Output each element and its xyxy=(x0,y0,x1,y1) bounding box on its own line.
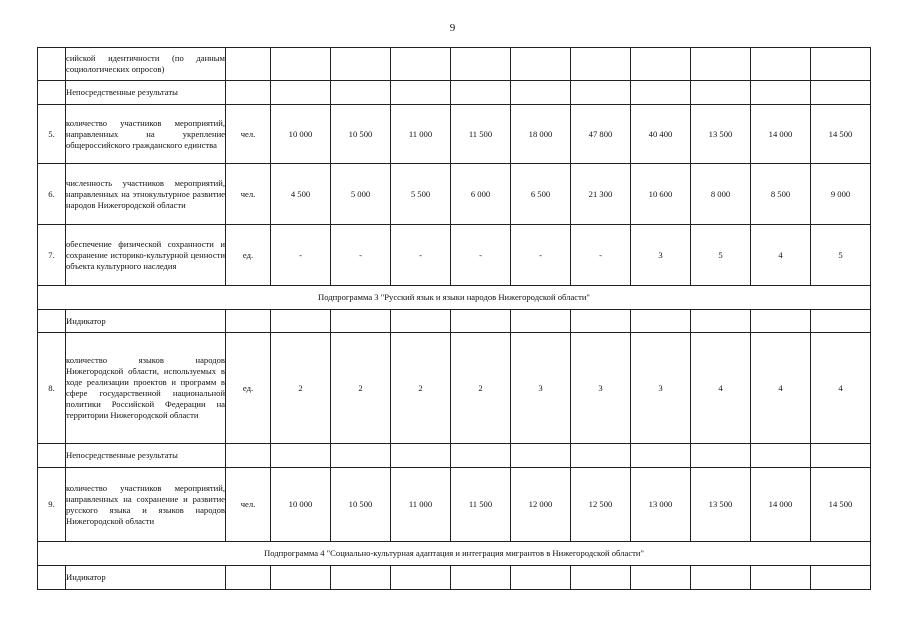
value-cell xyxy=(691,310,751,333)
page-number: 9 xyxy=(449,22,456,34)
value-cell xyxy=(571,48,631,81)
value-cell: 9 000 xyxy=(811,164,871,225)
value-cell xyxy=(751,81,811,105)
table-row xyxy=(38,468,871,542)
value-cell: 10 000 xyxy=(271,468,331,542)
unit-cell: ед. xyxy=(226,225,271,286)
value-cell: 10 500 xyxy=(331,468,391,542)
value-cell xyxy=(751,310,811,333)
row-number: 7. xyxy=(38,225,66,286)
value-cell: 40 400 xyxy=(631,105,691,164)
value-cell: - xyxy=(391,225,451,286)
value-cell: 13 500 xyxy=(691,468,751,542)
value-cell: 21 300 xyxy=(571,164,631,225)
value-cell: 18 000 xyxy=(511,105,571,164)
value-cell: - xyxy=(331,225,391,286)
row-number xyxy=(38,48,66,81)
table-row xyxy=(38,81,871,105)
value-cell xyxy=(571,444,631,468)
table-row xyxy=(38,333,871,444)
value-cell: 5 xyxy=(691,225,751,286)
value-cell: 4 xyxy=(811,333,871,444)
subprogram-row xyxy=(38,286,871,310)
value-cell: 14 000 xyxy=(751,468,811,542)
value-cell: 14 500 xyxy=(811,105,871,164)
value-cell xyxy=(271,444,331,468)
table-row xyxy=(38,225,871,286)
value-cell: 2 xyxy=(331,333,391,444)
value-cell: 12 500 xyxy=(571,468,631,542)
value-cell xyxy=(631,48,691,81)
value-cell xyxy=(451,310,511,333)
value-cell xyxy=(751,566,811,590)
value-cell: 6 500 xyxy=(511,164,571,225)
row-number: 8. xyxy=(38,333,66,444)
indicator-description: обеспечение физической сохранности и сохранение историко-культурной ценности объекта культурного наследия xyxy=(66,225,226,286)
value-cell: 6 000 xyxy=(451,164,511,225)
value-cell: 4 xyxy=(751,225,811,286)
subprogram-title: Подпрограмма 3 "Русский язык и языки народов Нижегородской области" xyxy=(38,286,871,310)
subprogram-title: Подпрограмма 4 "Социально-культурная адаптация и интеграция мигрантов в Нижегородской области" xyxy=(38,542,871,566)
table-row xyxy=(38,444,871,468)
value-cell: 5 xyxy=(811,225,871,286)
unit-cell xyxy=(226,81,271,105)
value-cell xyxy=(391,310,451,333)
value-cell: - xyxy=(571,225,631,286)
row-number xyxy=(38,81,66,105)
value-cell: 5 000 xyxy=(331,164,391,225)
value-cell xyxy=(571,310,631,333)
unit-cell xyxy=(226,444,271,468)
value-cell xyxy=(391,566,451,590)
value-cell xyxy=(271,310,331,333)
table-row xyxy=(38,48,871,81)
value-cell: 2 xyxy=(271,333,331,444)
value-cell xyxy=(751,444,811,468)
value-cell: 4 xyxy=(751,333,811,444)
value-cell xyxy=(391,81,451,105)
value-cell: 3 xyxy=(631,333,691,444)
value-cell: 2 xyxy=(391,333,451,444)
value-cell: 10 000 xyxy=(271,105,331,164)
value-cell xyxy=(511,444,571,468)
value-cell xyxy=(751,48,811,81)
value-cell xyxy=(271,81,331,105)
value-cell: 11 500 xyxy=(451,105,511,164)
value-cell xyxy=(691,48,751,81)
value-cell xyxy=(811,444,871,468)
value-cell xyxy=(331,310,391,333)
value-cell xyxy=(331,81,391,105)
unit-cell: ед. xyxy=(226,333,271,444)
indicator-description: Индикатор xyxy=(66,566,226,590)
value-cell: 4 xyxy=(691,333,751,444)
row-number: 5. xyxy=(38,105,66,164)
indicator-description: Непосредственные результаты xyxy=(66,81,226,105)
value-cell: 13 000 xyxy=(631,468,691,542)
value-cell xyxy=(571,81,631,105)
value-cell xyxy=(331,48,391,81)
value-cell xyxy=(451,566,511,590)
value-cell xyxy=(811,48,871,81)
indicator-description: Непосредственные результаты xyxy=(66,444,226,468)
value-cell xyxy=(631,444,691,468)
value-cell: 2 xyxy=(451,333,511,444)
indicator-description: количество участников мероприятий, направленных на укрепление общероссийского гражданского единства xyxy=(66,105,226,164)
value-cell xyxy=(331,566,391,590)
value-cell xyxy=(391,48,451,81)
table-row xyxy=(38,105,871,164)
unit-cell: чел. xyxy=(226,468,271,542)
indicators-table xyxy=(37,47,871,590)
value-cell: 47 800 xyxy=(571,105,631,164)
value-cell xyxy=(631,81,691,105)
value-cell: 3 xyxy=(571,333,631,444)
value-cell: 3 xyxy=(511,333,571,444)
value-cell: 10 600 xyxy=(631,164,691,225)
indicator-description: сийской идентичности (по данным социологических опросов) xyxy=(66,48,226,81)
value-cell: - xyxy=(511,225,571,286)
value-cell xyxy=(511,310,571,333)
value-cell xyxy=(271,566,331,590)
indicator-description: количество участников мероприятий, направленных на сохранение и развитие русского языка и языков народов Нижегородской области xyxy=(66,468,226,542)
value-cell: 13 500 xyxy=(691,105,751,164)
value-cell xyxy=(631,310,691,333)
value-cell xyxy=(511,81,571,105)
value-cell xyxy=(691,444,751,468)
indicator-description: количество языков народов Нижегородской области, используемых в ходе реализации проектов и программ в сфере государственной национальной политики Российской Федерации на территории Нижегородской области xyxy=(66,333,226,444)
value-cell xyxy=(331,444,391,468)
value-cell xyxy=(571,566,631,590)
value-cell: 8 000 xyxy=(691,164,751,225)
unit-cell: чел. xyxy=(226,105,271,164)
row-number xyxy=(38,310,66,333)
value-cell xyxy=(691,566,751,590)
unit-cell xyxy=(226,566,271,590)
row-number xyxy=(38,444,66,468)
table-row xyxy=(38,164,871,225)
value-cell: 5 500 xyxy=(391,164,451,225)
value-cell xyxy=(811,310,871,333)
value-cell xyxy=(811,566,871,590)
value-cell: 10 500 xyxy=(331,105,391,164)
value-cell: 8 500 xyxy=(751,164,811,225)
subprogram-row xyxy=(38,542,871,566)
unit-cell xyxy=(226,48,271,81)
row-number: 9. xyxy=(38,468,66,542)
value-cell: 4 500 xyxy=(271,164,331,225)
value-cell xyxy=(511,48,571,81)
value-cell: - xyxy=(451,225,511,286)
value-cell xyxy=(391,444,451,468)
value-cell xyxy=(451,444,511,468)
table-row xyxy=(38,310,871,333)
unit-cell: чел. xyxy=(226,164,271,225)
table-row xyxy=(38,566,871,590)
value-cell xyxy=(451,48,511,81)
value-cell: 14 000 xyxy=(751,105,811,164)
value-cell xyxy=(631,566,691,590)
value-cell xyxy=(511,566,571,590)
value-cell: 14 500 xyxy=(811,468,871,542)
value-cell xyxy=(811,81,871,105)
value-cell: 11 000 xyxy=(391,468,451,542)
value-cell: - xyxy=(271,225,331,286)
row-number: 6. xyxy=(38,164,66,225)
value-cell: 11 000 xyxy=(391,105,451,164)
row-number xyxy=(38,566,66,590)
value-cell: 3 xyxy=(631,225,691,286)
indicator-description: численность участников мероприятий, направленных на этнокультурное развитие народов Нижегородской области xyxy=(66,164,226,225)
indicator-description: Индикатор xyxy=(66,310,226,333)
unit-cell xyxy=(226,310,271,333)
value-cell xyxy=(451,81,511,105)
value-cell xyxy=(271,48,331,81)
value-cell xyxy=(691,81,751,105)
value-cell: 11 500 xyxy=(451,468,511,542)
value-cell: 12 000 xyxy=(511,468,571,542)
